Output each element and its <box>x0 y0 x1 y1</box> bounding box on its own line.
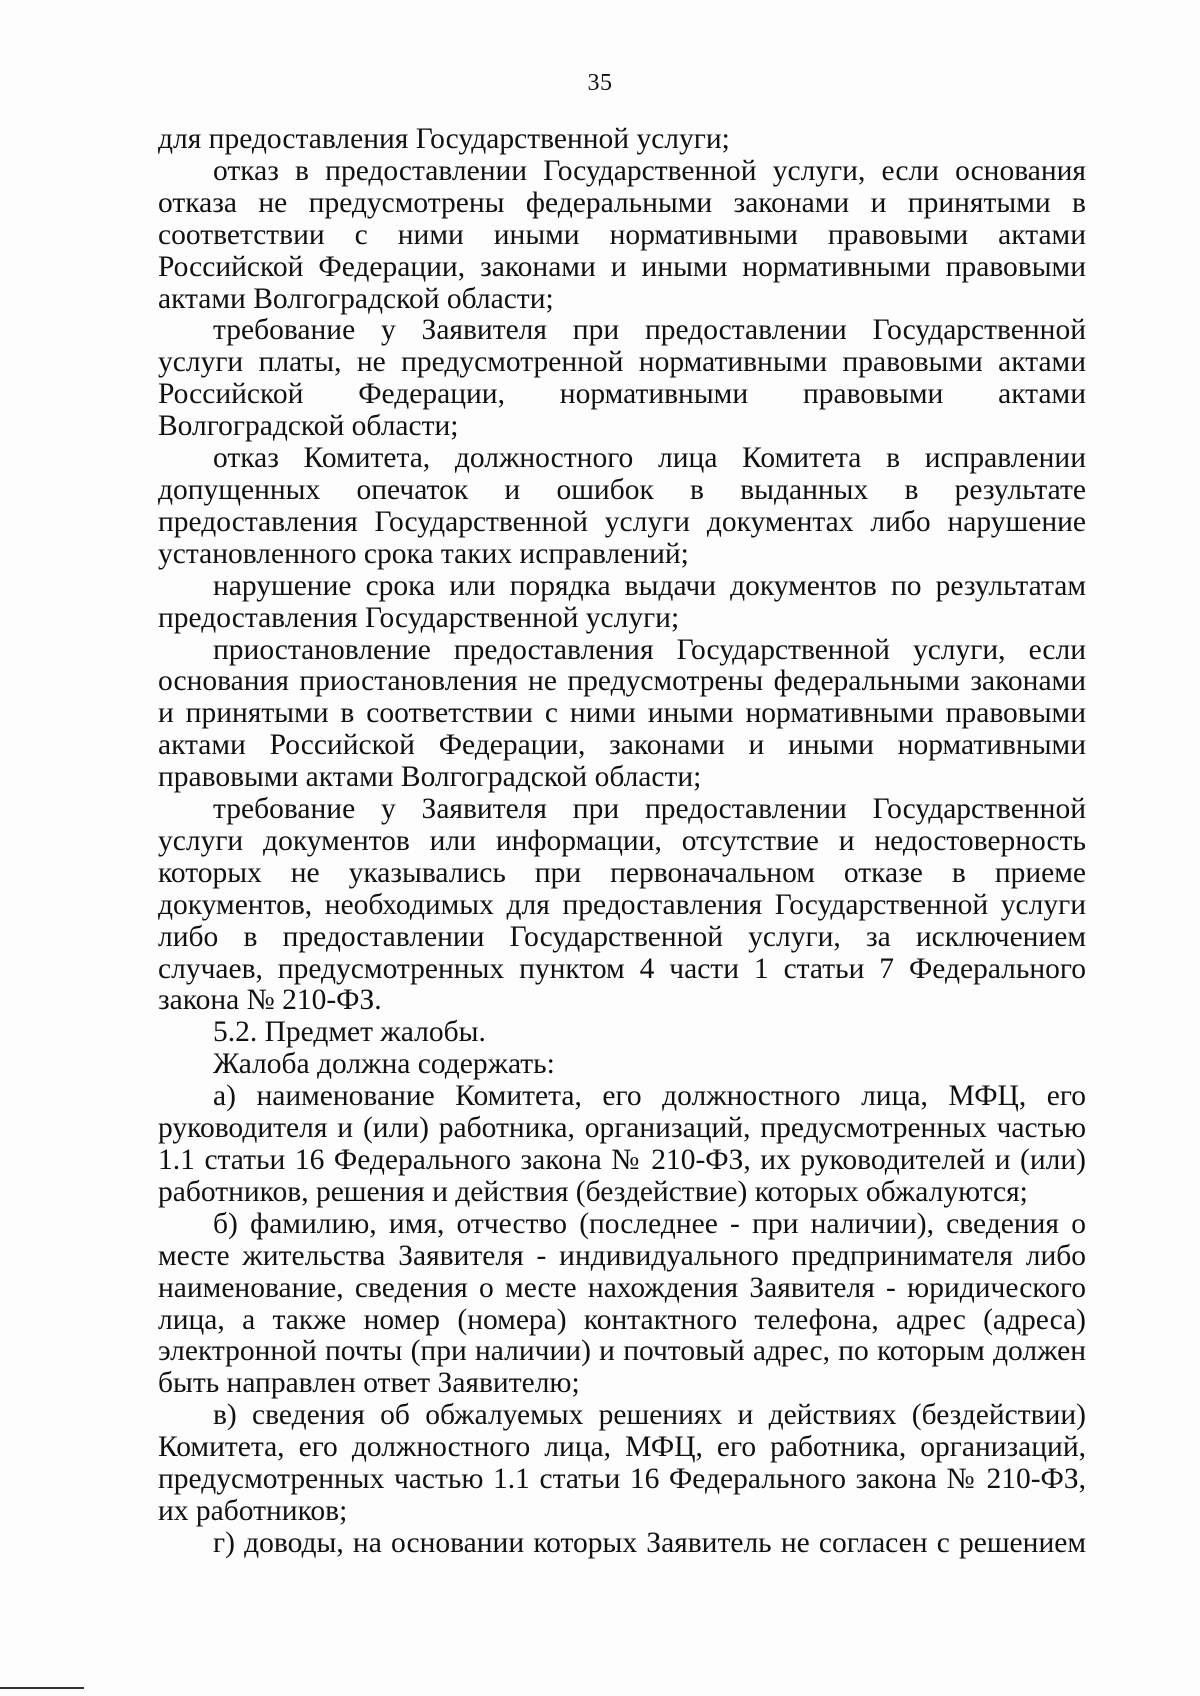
paragraph-continuation: для предоставления Государственной услуги; <box>158 123 730 155</box>
paragraph-documents-requirement: требование у Заявителя при предоставлении Государственной услуги документов или информации, отсутствие и недостоверность которых не указывались при первоначальном отказе в приеме документов, необходимых для предоставления Государственной услуги либо в предоставлении Государственной услуги, за исключением случаев, предусмотренных пунктом 4 части 1 статьи 7 Федерального закона № 210-ФЗ. <box>158 793 1086 1017</box>
page-number: 35 <box>587 70 613 96</box>
paragraph-suspension: приостановление предоставления Государственной услуги, если основания приостановления не предусмотрены федеральными законами и принятыми в соответствии с ними иными нормативными правовыми актами Российской Федерации, законами и иными нормативными правовыми актами Волгоградской области; <box>158 633 1086 794</box>
list-item-v: в) сведения об обжалуемых решениях и действиях (бездействии) Комитета, его должностного лица, МФЦ, его работника, организаций, предусмотренных частью 1.1 статьи 16 Федерального закона № 210-ФЗ, их работников; <box>158 1399 1086 1527</box>
paragraph-correction-refusal: отказ Комитета, должностного лица Комитета в исправлении допущенных опечаток и ошибок в выданных в результате предоставления Государственной услуги документах либо нарушение установленного срока таких исправлений; <box>158 442 1086 570</box>
paragraph-issuance-violation: нарушение срока или порядка выдачи документов по результатам предоставления Государственной услуги; <box>158 569 1086 634</box>
paragraph-complaint-contents: Жалоба должна содержать: <box>213 1048 555 1081</box>
paragraph-refusal-grounds: отказ в предоставлении Государственной услуги, если основания отказа не предусмотрены федеральными законами и принятыми в соответствии с ними иными нормативными правовыми актами Российской Федерации, законами и иными нормативными правовыми актами Волгоградской области; <box>158 154 1086 315</box>
paragraph-fee-requirement: требование у Заявителя при предоставлении Государственной услуги платы, не предусмотренной нормативными правовыми актами Российской Федерации, нормативными правовыми актами Волгоградской области; <box>158 314 1086 443</box>
list-item-g: г) доводы, на основании которых Заявитель не согласен с решением <box>213 1526 1086 1559</box>
list-item-b: б) фамилию, имя, отчество (последнее - при наличии), сведения о месте жительства Заявителя - индивидуального предпринимателя либо наименование, сведения о месте нахождения Заявителя - юридического лица, а также номер (номера) контактного телефона, адрес (адреса) электронной почты (при наличии) и почтовый адрес, по которым должен быть направлен ответ Заявителю; <box>158 1207 1086 1400</box>
list-item-a: а) наименование Комитета, его должностного лица, МФЦ, его руководителя и (или) работника, организаций, предусмотренных частью 1.1 статьи 16 Федерального закона № 210-ФЗ, их руководителей и (или) работников, решения и действия (бездействие) которых обжалуются; <box>158 1080 1086 1208</box>
document-body <box>158 124 1086 1560</box>
section-heading-5-2: 5.2. Предмет жалобы. <box>213 1016 486 1049</box>
scan-edge-mark <box>0 1687 84 1689</box>
